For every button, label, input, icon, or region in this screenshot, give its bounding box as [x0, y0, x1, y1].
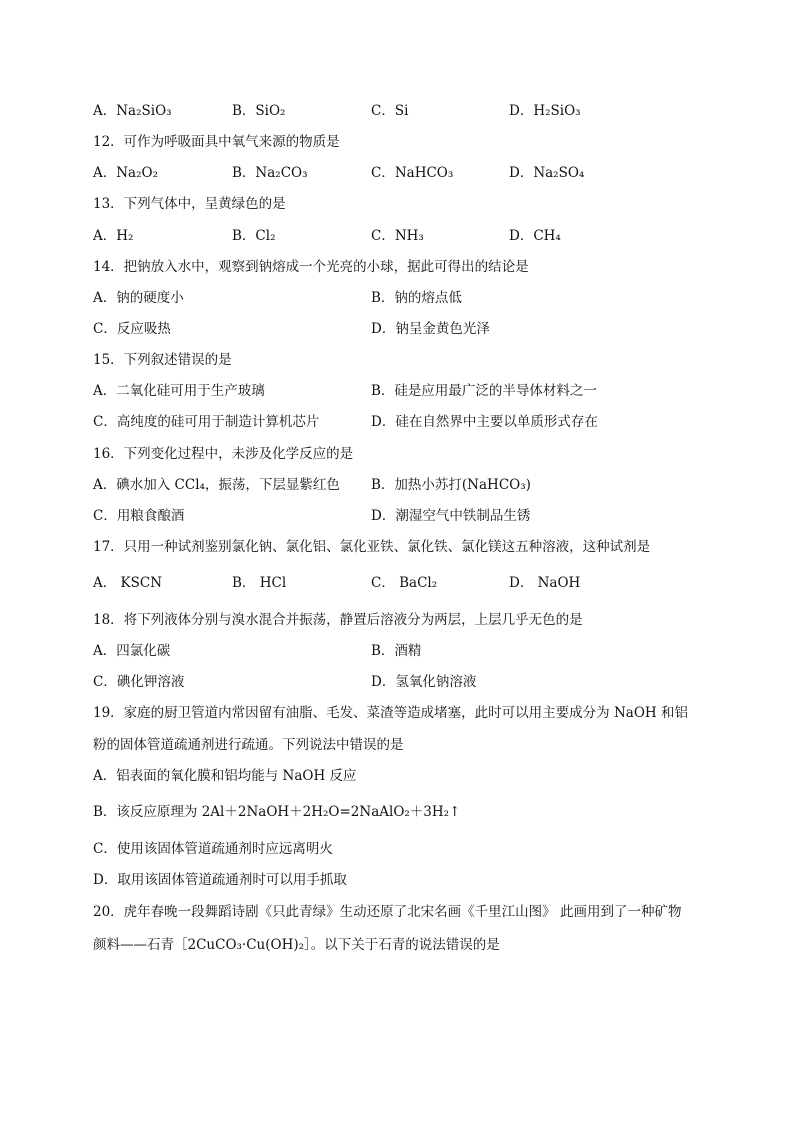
question-16-stem: 16．下列变化过程中，未涉及化学反应的是 [93, 446, 354, 462]
question-12-options [93, 163, 714, 183]
question-17-options [93, 573, 714, 593]
q18-option-b: B．酒精 [371, 643, 422, 659]
question-16-options-row1 [93, 475, 714, 495]
q15-option-a: A．二氧化硅可用于生产玻璃 [93, 383, 265, 399]
question-19-stem-line2: 粉的固体管道疏通剂进行疏通。下列说法中错误的是 [93, 737, 404, 753]
q16-option-c: C．用粮食酿酒 [93, 508, 185, 524]
question-11-options [93, 101, 714, 121]
q11-option-d: D．H₂SiO₃ [509, 103, 581, 119]
q16-option-a: A．碘水加入 CCl₄，振荡，下层显紫红色 [93, 477, 340, 493]
q11-option-c: C．Si [371, 103, 409, 119]
q15-option-b: B．硅是应用最广泛的半导体材料之一 [371, 383, 597, 399]
q14-option-b: B．钠的熔点低 [371, 290, 462, 306]
question-14-stem: 14．把钠放入水中，观察到钠熔成一个光亮的小球，据此可得出的结论是 [93, 259, 529, 275]
q12-option-c: C．NaHCO₃ [371, 165, 454, 181]
question-14-options-row1 [93, 288, 714, 308]
q11-option-b: B．SiO₂ [232, 103, 286, 119]
question-15-options-row1 [93, 381, 714, 401]
q13-option-b: B．Cl₂ [232, 228, 276, 244]
q19-option-a: A．铝表面的氧化膜和铝均能与 NaOH 反应 [93, 768, 357, 784]
q13-option-c: C．NH₃ [371, 228, 424, 244]
q13-option-a: A．H₂ [93, 228, 134, 244]
q15-option-d: D．硅在自然界中主要以单质形式存在 [371, 414, 598, 430]
q17-option-c: C． BaCl₂ [371, 575, 438, 591]
q16-option-d: D．潮湿空气中铁制品生锈 [371, 508, 531, 524]
q17-option-d: D． NaOH [509, 575, 581, 591]
q13-option-d: D．CH₄ [509, 228, 561, 244]
q12-option-b: B．Na₂CO₃ [232, 165, 308, 181]
q14-option-c: C．反应吸热 [93, 321, 171, 337]
question-18-options-row1 [93, 641, 714, 661]
question-19-stem-line1: 19．家庭的厨卫管道内常因留有油脂、毛发、菜渣等造成堵塞，此时可以用主要成分为 NaOH 和铝 [93, 705, 688, 721]
question-13-stem: 13．下列气体中，呈黄绿色的是 [93, 196, 286, 212]
q17-option-a: A． KSCN [93, 575, 163, 591]
q18-option-d: D．氢氧化钠溶液 [371, 674, 477, 690]
question-20-stem-line1: 20．虎年春晚一段舞蹈诗剧《只此青绿》生动还原了北宋名画《千里江山图》 此画用到了一种矿物 [93, 904, 682, 920]
q16-option-b: B．加热小苏打(NaHCO₃) [371, 477, 531, 493]
q14-option-a: A．钠的硬度小 [93, 290, 184, 306]
q14-option-d: D．钠呈金黄色光泽 [371, 321, 490, 337]
q11-option-a: A．Na₂SiO₃ [93, 103, 172, 119]
question-14-options-row2 [93, 319, 714, 339]
question-20-stem-line2: 颜料——石青［2CuCO₃·Cu(OH)₂］。以下关于石青的说法错误的是 [93, 937, 500, 953]
q18-option-c: C．碘化钾溶液 [93, 674, 185, 690]
question-18-stem: 18．将下列液体分别与溴水混合并振荡，静置后溶液分为两层，上层几乎无色的是 [93, 612, 583, 628]
question-17-stem: 17．只用一种试剂鉴别氯化钠、氯化铝、氯化亚铁、氯化铁、氯化镁这五种溶液，这种试剂是 [93, 539, 651, 555]
q17-option-b: B． HCl [232, 575, 287, 591]
q12-option-a: A．Na₂O₂ [93, 165, 159, 181]
q19-option-b: B．该反应原理为 2Al＋2NaOH＋2H₂O=2NaAlO₂＋3H₂↑ [93, 804, 461, 820]
question-15-stem: 15．下列叙述错误的是 [93, 352, 232, 368]
question-15-options-row2 [93, 412, 714, 432]
question-12-stem: 12．可作为呼吸面具中氧气来源的物质是 [93, 134, 340, 150]
q18-option-a: A．四氯化碳 [93, 643, 171, 659]
q19-option-d: D．取用该固体管道疏通剂时可以用手抓取 [93, 872, 347, 888]
q15-option-c: C．高纯度的硅可用于制造计算机芯片 [93, 414, 320, 430]
q19-option-c: C．使用该固体管道疏通剂时应远离明火 [93, 841, 333, 857]
question-16-options-row2 [93, 506, 714, 526]
q12-option-d: D．Na₂SO₄ [509, 165, 585, 181]
question-13-options [93, 226, 714, 246]
question-18-options-row2 [93, 672, 714, 692]
